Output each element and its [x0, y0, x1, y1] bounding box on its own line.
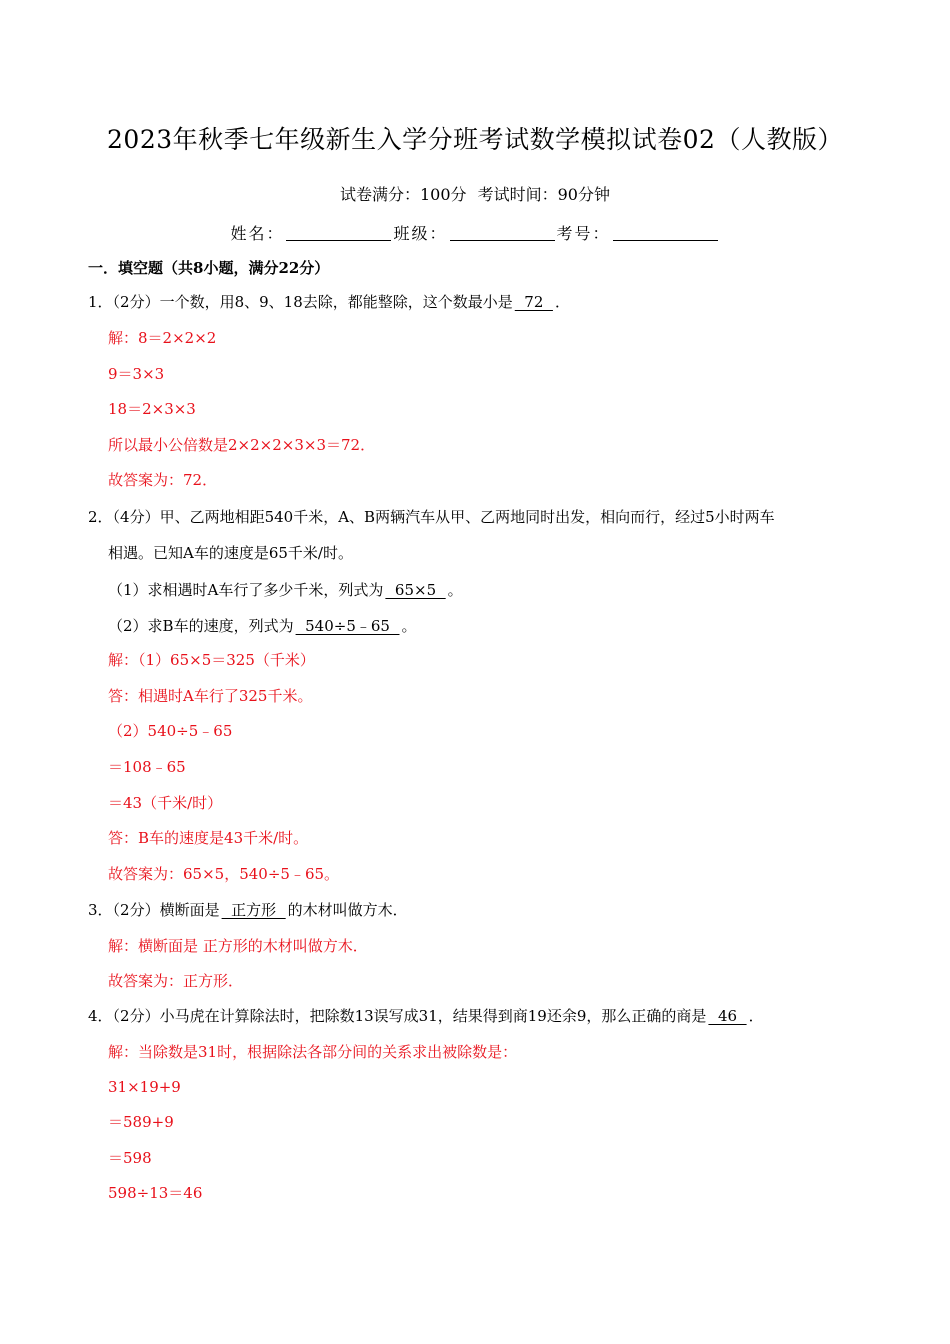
question-2-part-2 — [108, 616, 417, 636]
q4-solution-line: ＝589+9 — [108, 1113, 174, 1131]
question-2-part-1 — [108, 580, 463, 600]
q4-solution-line — [108, 1077, 181, 1097]
question-2-line-2: 相遇。已知A车的速度是65千米/时。 — [108, 544, 353, 562]
q1-solution-line: 所以最小公倍数是2×2×2×3×3＝72． — [108, 436, 376, 454]
question-1-text: 1．（2分）一个数，用8、9、18去除，都能整除，这个数最小是 — [88, 293, 513, 311]
question-3-text: 3．（2分）横断面是 — [88, 901, 220, 919]
question-2-part-2-suffix: 。 — [401, 617, 417, 635]
question-4-suffix: ． — [748, 1007, 764, 1025]
q1-solution-line: 9＝3×3 — [108, 365, 165, 383]
question-1-answer: 72 — [514, 293, 553, 311]
q4-solution-line: ＝598 — [108, 1149, 152, 1167]
q2-solution-line: 故答案为：65×5，540÷5﹣65。 — [108, 865, 340, 883]
question-4 — [88, 1006, 764, 1026]
q3-solution-line: 解：横断面是 正方形的木材叫做方木． — [108, 937, 368, 955]
class-blank — [450, 226, 555, 241]
q1-solution-line: 故答案为：72． — [108, 471, 218, 489]
question-4-text: 4．（2分）小马虎在计算除法时，把除数13误写成31，结果得到商19还余9，那么正确的商是 — [88, 1007, 707, 1025]
question-4-answer: 46 — [708, 1007, 747, 1025]
q4-solution-line: 598÷13＝46 — [108, 1184, 203, 1202]
number-blank — [613, 226, 718, 241]
student-info — [0, 221, 950, 244]
question-2-part-1-suffix: 。 — [447, 581, 463, 599]
question-1 — [88, 292, 570, 312]
question-1-suffix: ． — [554, 293, 570, 311]
name-blank — [286, 226, 391, 241]
q4-solution-text: 31×19+9 — [108, 1078, 181, 1096]
name-label: 姓名： — [230, 224, 285, 243]
question-3-answer: 正方形 — [221, 901, 286, 919]
question-3-suffix: 的木材叫做方木． — [287, 901, 408, 919]
question-3 — [88, 900, 408, 920]
q2-solution-line: 答：相遇时A车行了325千米。 — [108, 687, 313, 705]
question-2-line-1: 2．（4分）甲、乙两地相距540千米，A、B两辆汽车从甲、乙两地同时出发，相向而行，经过5小时两车 — [88, 508, 775, 526]
page-title: 2023年秋季七年级新生入学分班考试数学模拟试卷02（人教版） — [107, 125, 843, 154]
question-2-part-2-answer: 540÷5﹣65 — [295, 617, 400, 635]
q2-solution-line: ＝43（千米/时） — [108, 794, 223, 812]
q4-solution-line: 解：当除数是31时，根据除法各部分间的关系求出被除数是： — [108, 1043, 518, 1061]
q2-solution-line: ＝108﹣65 — [108, 758, 186, 776]
class-label: 班级： — [393, 224, 448, 243]
question-2-part-1-answer: 65×5 — [385, 581, 446, 599]
section-heading: 一．填空题（共8小题，满分22分） — [88, 259, 330, 277]
q2-solution-line: 解：（1）65×5＝325（千米） — [108, 651, 315, 669]
full-score: 试卷满分：100分 — [339, 185, 467, 204]
q3-solution-line: 故答案为：正方形． — [108, 972, 244, 990]
question-2-part-2-text: （2）求B车的速度，列式为 — [108, 617, 294, 635]
exam-time: 考试时间：90分钟 — [477, 185, 610, 204]
exam-meta — [0, 182, 950, 205]
q1-solution-line: 18＝2×3×3 — [108, 400, 196, 418]
q2-solution-line: （2）540÷5﹣65 — [108, 722, 233, 740]
q1-solution-line: 解：8＝2×2×2 — [108, 329, 217, 347]
q2-solution-line: 答：B车的速度是43千米/时。 — [108, 829, 309, 847]
question-2-part-1-text: （1）求相遇时A车行了多少千米，列式为 — [108, 581, 384, 599]
number-label: 考号： — [556, 224, 611, 243]
